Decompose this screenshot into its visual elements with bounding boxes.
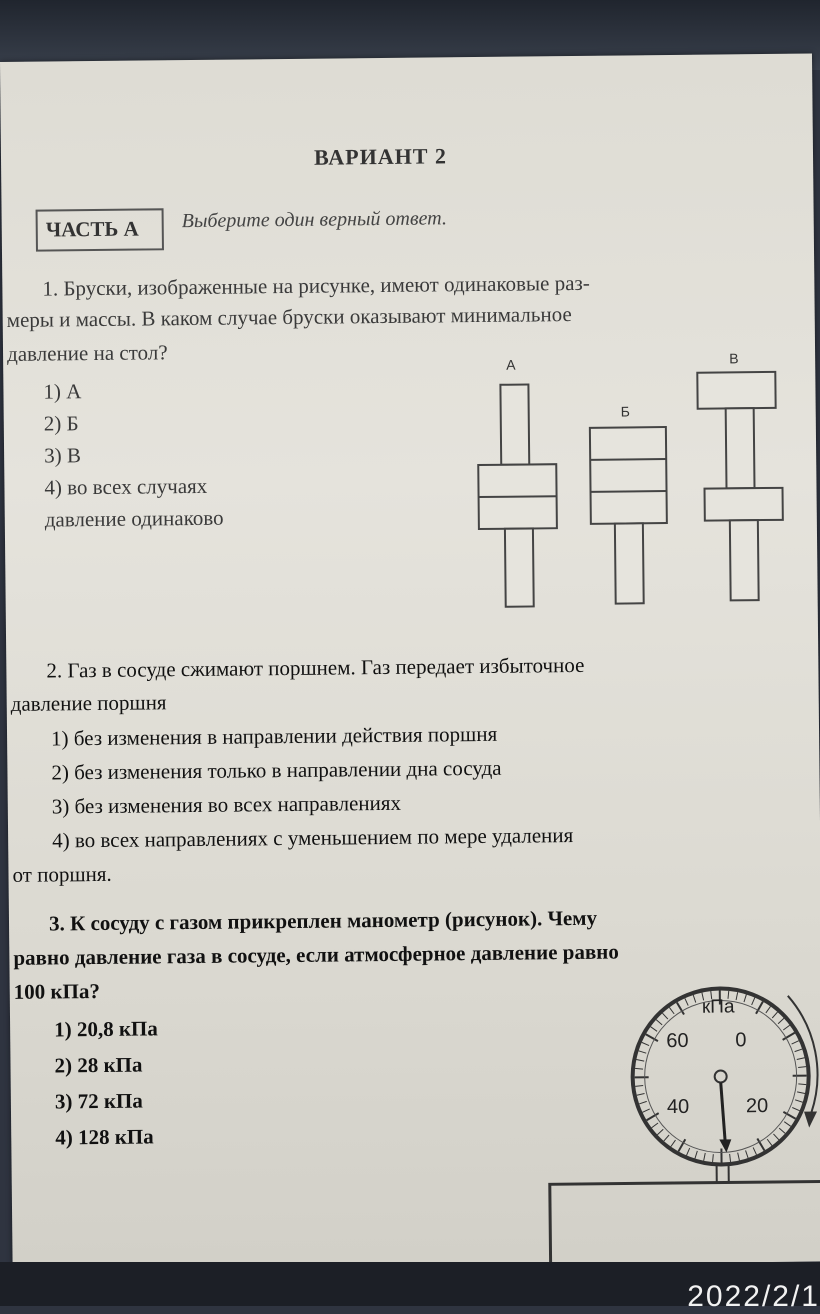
gauge-tick [798, 1067, 806, 1068]
gauge-tick [797, 1092, 805, 1094]
gauge-tick [738, 1153, 740, 1161]
gauge-label-20: 20 [746, 1095, 768, 1117]
gauge-tick [651, 1027, 658, 1032]
gauge-pivot [715, 1070, 727, 1082]
gauge-tick [766, 1006, 771, 1013]
gauge-tick [662, 1013, 667, 1019]
figure-label-b: Б [621, 403, 630, 419]
block-v-middle [705, 488, 783, 521]
q3-text-line3: 100 кПа? [14, 979, 100, 1005]
gauge-tick [757, 1138, 764, 1150]
gauge-tick [664, 1135, 669, 1141]
manometer-figure [540, 973, 820, 1276]
worksheet-page [0, 53, 820, 1269]
part-label: ЧАСТЬ А [46, 217, 139, 243]
gauge-label-60: 60 [666, 1030, 688, 1052]
gauge-tick [773, 1134, 778, 1140]
block-b-bottom [615, 523, 644, 603]
q2-text-line2: давление поршня [11, 690, 167, 717]
q2-option-3: 3) без изменения во всех направлениях [52, 791, 401, 820]
q2-option-4: 4) во всех направлениях с уменьшением по мере удаления [52, 823, 573, 853]
gauge-tick [685, 998, 688, 1005]
figure-label-v: В [729, 350, 739, 366]
gauge-tick [637, 1094, 645, 1096]
q3-text-line2: равно давление газа в сосуде, если атмосферное давление равно [13, 940, 619, 971]
gauge-tick [642, 1109, 649, 1112]
gauge-tick [778, 1018, 784, 1023]
gauge-tick [752, 998, 755, 1005]
instruction-text: Выберите один верный ответ. [182, 207, 447, 233]
gauge-tick [784, 1122, 791, 1127]
gauge-tick [686, 1148, 689, 1155]
gauge-tick [635, 1085, 643, 1086]
gauge-tick [635, 1068, 643, 1069]
gauge-tick [756, 1002, 763, 1014]
variant-title: ВАРИАНТ 2 [314, 143, 447, 170]
gauge-tick [744, 994, 747, 1002]
gas-vessel [550, 1181, 820, 1272]
gauge-tick [767, 1139, 772, 1146]
gauge-tick [695, 1151, 698, 1159]
q3-option-4: 4) 128 кПа [55, 1124, 154, 1150]
gauge-tick [656, 1020, 662, 1025]
gauge-tick [642, 1042, 649, 1045]
blocks-figure [463, 364, 796, 617]
gauge-tick [657, 1129, 663, 1134]
gauge-tick [646, 1034, 658, 1041]
q1-text-line1: 1. Бруски, изображенные на рисунке, имеют одинаковые раз- [42, 271, 590, 302]
gauge-tick [639, 1051, 647, 1054]
q2-text-line1: 2. Газ в сосуде сжимают поршнем. Газ передает избыточное [46, 653, 584, 684]
q1-option-4: 4) во всех случаях [44, 474, 207, 501]
block-v-column [726, 408, 755, 488]
gauge-tick [669, 1007, 674, 1014]
block-a-top [500, 384, 529, 464]
gauge-tick [783, 1112, 795, 1119]
gauge-label-0: 0 [735, 1029, 746, 1051]
q2-option-1: 1) без изменения в направлении действия поршня [51, 722, 497, 752]
photo-date-stamp: 2022/2/1 [687, 1280, 820, 1314]
gauge-tick [795, 1049, 803, 1052]
gauge-tick [678, 1139, 685, 1151]
q3-option-3: 3) 72 кПа [55, 1089, 143, 1115]
direction-arrow [788, 995, 818, 1113]
gauge-tick [783, 1025, 790, 1030]
gauge-tick [712, 1154, 713, 1162]
gauge-tick [677, 1002, 684, 1014]
gauge-tick [647, 1113, 659, 1120]
gauge-tick [736, 992, 738, 1000]
gauge-tick [783, 1033, 795, 1040]
q2-option-4-cont: от поршня. [12, 862, 111, 888]
gauge-tick [639, 1101, 647, 1104]
block-b-stack [590, 427, 667, 524]
gauge-tick [704, 1153, 706, 1161]
gauge-label-40: 40 [667, 1096, 689, 1118]
q1-option-1: 1) А [43, 379, 81, 404]
gauge-tick [792, 1107, 799, 1110]
gauge-tick [652, 1123, 659, 1128]
gauge-tick [753, 1147, 756, 1154]
q1-text-line3: давление на стол? [7, 340, 168, 367]
gauge-tick [779, 1128, 785, 1133]
gauge-tick [792, 1041, 799, 1044]
q3-option-1: 1) 20,8 кПа [54, 1016, 158, 1042]
gauge-unit: кПа [702, 996, 735, 1017]
q1-option-2: 2) Б [44, 411, 79, 436]
gauge-tick [746, 1150, 749, 1158]
gauge-tick [636, 1059, 644, 1061]
gauge-tick [693, 995, 696, 1003]
q1-option-4-cont: давление одинаково [45, 506, 224, 533]
q2-option-2: 2) без изменения только в направлении дна сосуда [51, 756, 501, 786]
gauge-tick [795, 1100, 803, 1103]
q1-text-line2: меры и массы. В каком случае бруски оказывают минимальное [7, 302, 572, 333]
direction-arrowhead [804, 1112, 817, 1128]
q3-text-line1: 3. К сосуду с газом прикреплен манометр (рисунок). Чему [49, 906, 597, 937]
gauge-tick [671, 1140, 676, 1147]
block-v-top [697, 372, 775, 409]
figure-label-a: А [506, 357, 516, 373]
block-a-bottom [505, 528, 534, 606]
q3-option-2: 2) 28 кПа [54, 1053, 142, 1079]
gauge-needle [721, 1082, 726, 1144]
block-v-bottom [730, 520, 759, 600]
gauge-tick [797, 1058, 805, 1060]
q1-option-3: 3) В [44, 443, 81, 468]
gauge-tick [798, 1084, 806, 1085]
gauge-tick [772, 1012, 777, 1018]
gauge-tick [730, 1154, 731, 1162]
